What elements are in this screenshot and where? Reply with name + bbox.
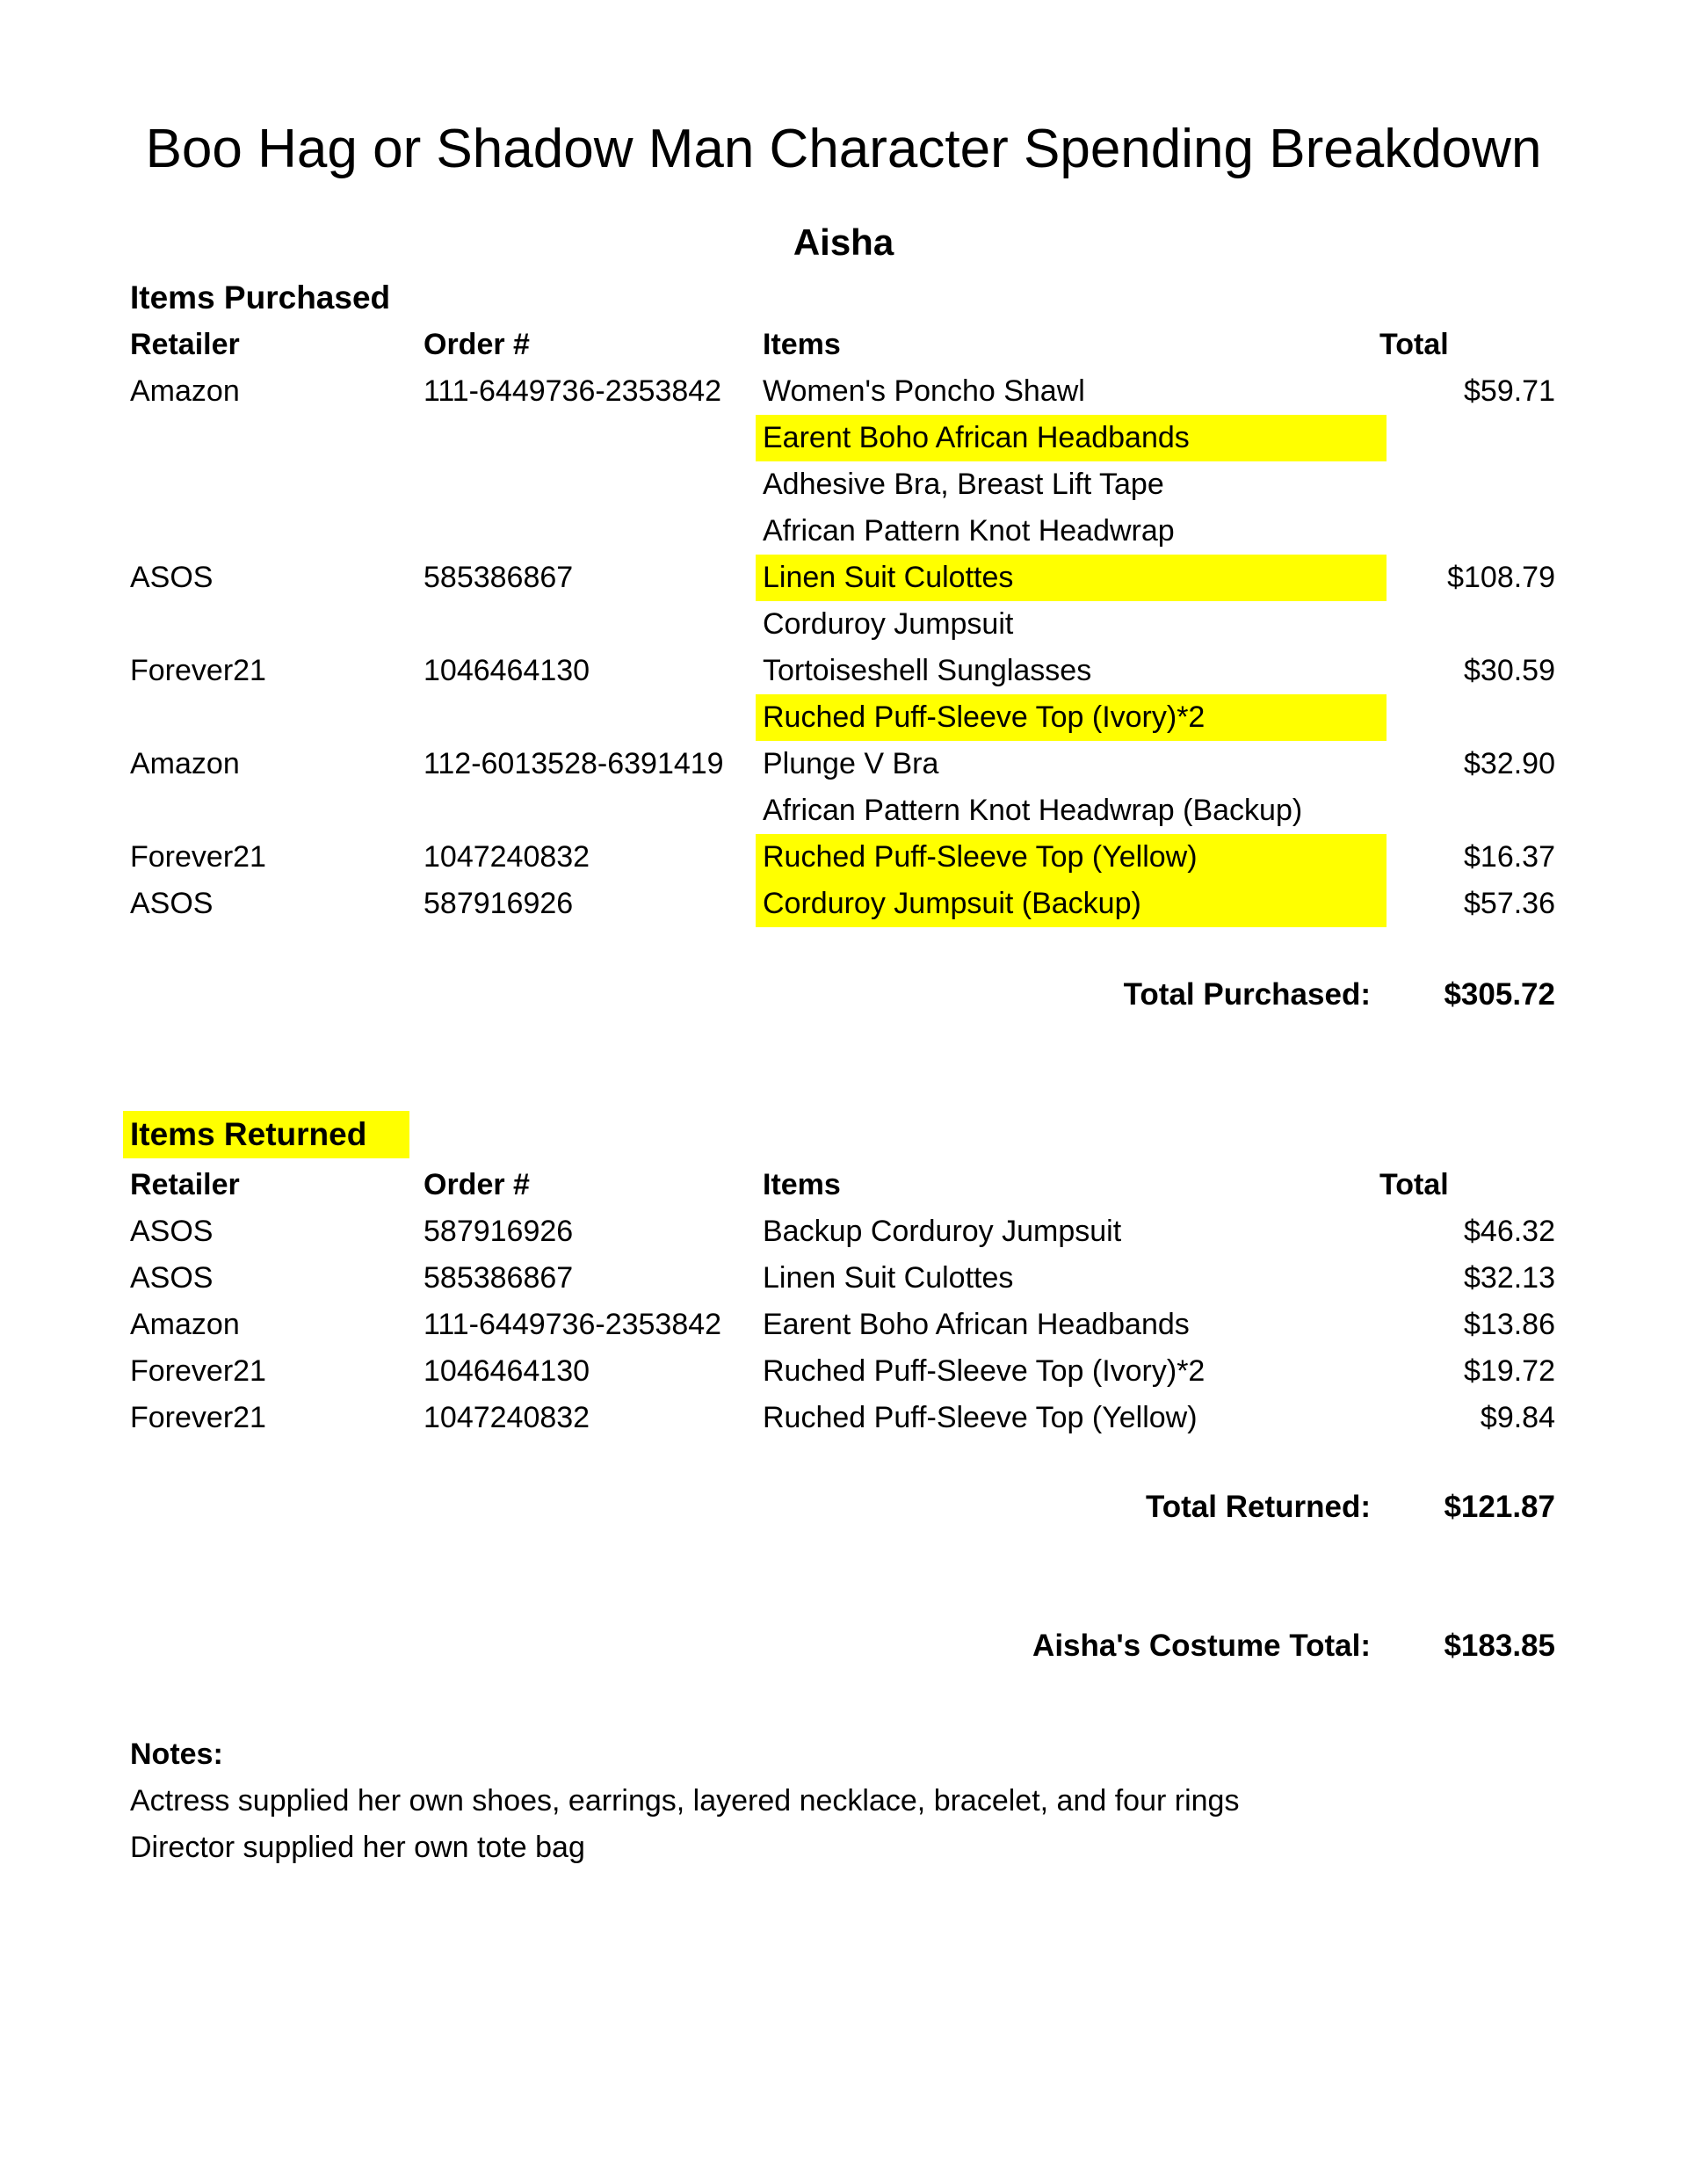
retailer-cell: Forever21 [130,840,266,874]
table-row [0,601,1687,648]
retailer-cell: ASOS [130,1261,214,1295]
retailer-cell: ASOS [130,561,214,594]
order-number-cell: 1046464130 [424,1354,590,1388]
order-number-cell: 1046464130 [424,654,590,687]
order-number-cell: 585386867 [424,561,574,594]
column-header-retailer: Retailer [130,1168,240,1201]
items-returned-heading: Items Returned [123,1111,409,1158]
table-row [0,694,1687,741]
column-header-retailer: Retailer [130,328,240,361]
table-row [0,1208,1687,1255]
costume-total-row [0,1622,1687,1670]
order-number-cell: 587916926 [424,1215,574,1248]
item-cell: Ruched Puff-Sleeve Top (Yellow) [756,834,1387,881]
item-cell: Ruched Puff-Sleeve Top (Yellow) [763,1401,1198,1434]
item-cell: Plunge V Bra [763,747,939,780]
column-header-total: Total [1379,328,1449,361]
total-cell: $13.86 [1464,1308,1555,1341]
total-cell: $59.71 [1464,374,1555,408]
item-cell: Earent Boho African Headbands [756,415,1387,461]
table-row [0,1348,1687,1395]
retailer-cell: Amazon [130,747,240,780]
order-number-cell: 111-6449736-2353842 [424,374,722,408]
column-header-total: Total [1379,1168,1449,1201]
total-purchased-label: Total Purchased: [1123,977,1371,1012]
total-cell: $46.32 [1464,1215,1555,1248]
item-cell: Earent Boho African Headbands [763,1308,1190,1341]
total-cell: $57.36 [1464,887,1555,920]
order-number-cell: 585386867 [424,1261,574,1295]
total-cell: $19.72 [1464,1354,1555,1388]
table-row [0,1395,1687,1441]
total-purchased-row [0,971,1687,1019]
table-row [0,741,1687,787]
notes-section [130,1731,1239,1871]
total-returned-value: $121.87 [1444,1490,1555,1524]
item-cell: African Pattern Knot Headwrap (Backup) [763,794,1303,827]
order-number-cell: 1047240832 [424,1401,590,1434]
table-row [0,834,1687,881]
item-cell: Linen Suit Culottes [763,1261,1014,1295]
item-cell: Backup Corduroy Jumpsuit [763,1215,1122,1248]
total-cell: $32.90 [1464,747,1555,780]
total-cell: $9.84 [1480,1401,1555,1434]
total-cell [1379,787,1555,834]
total-returned-row [0,1484,1687,1531]
total-returned-label: Total Returned: [1145,1490,1371,1524]
notes-line: Director supplied her own tote bag [130,1831,585,1864]
total-cell [1379,415,1555,461]
item-cell: Tortoiseshell Sunglasses [763,654,1092,687]
retailer-cell: Amazon [130,1308,240,1341]
retailer-cell: Amazon [130,374,240,408]
table-row [0,415,1687,461]
total-purchased-value: $305.72 [1444,977,1555,1012]
column-header-items: Items [763,328,841,361]
order-number-cell: 112-6013528-6391419 [424,747,724,780]
total-cell: $32.13 [1464,1261,1555,1295]
total-cell: $108.79 [1447,561,1555,594]
item-cell: Ruched Puff-Sleeve Top (Ivory)*2 [756,694,1387,741]
retailer-cell: Forever21 [130,654,266,687]
order-number-cell: 1047240832 [424,840,590,874]
table-header-row [0,1162,1687,1208]
costume-total-value: $183.85 [1444,1629,1555,1663]
table-row [0,881,1687,927]
person-name: Aisha [793,221,894,263]
table-row [0,461,1687,508]
costume-total-label: Aisha's Costume Total: [1032,1629,1371,1663]
order-number-cell: 111-6449736-2353842 [424,1308,722,1341]
notes-heading: Notes: [130,1738,223,1771]
total-cell [1379,694,1555,741]
item-cell: Linen Suit Culottes [756,555,1387,601]
table-row [0,648,1687,694]
retailer-cell: ASOS [130,887,214,920]
total-cell: $30.59 [1464,654,1555,687]
table-row [0,555,1687,601]
table-header-row [0,322,1687,368]
total-cell: $16.37 [1464,840,1555,874]
total-cell [1379,508,1555,555]
item-cell: Women's Poncho Shawl [763,374,1085,408]
table-row [0,1255,1687,1302]
order-number-cell: 587916926 [424,887,574,920]
table-row [0,787,1687,834]
items-purchased-heading: Items Purchased [130,279,391,316]
column-header-order: Order # [424,328,530,361]
page-title: Boo Hag or Shadow Man Character Spending Breakdown [145,119,1542,179]
retailer-cell: ASOS [130,1215,214,1248]
column-header-items: Items [763,1168,841,1201]
item-cell: African Pattern Knot Headwrap [763,514,1175,548]
total-cell [1379,601,1555,648]
total-cell [1379,461,1555,508]
notes-line: Actress supplied her own shoes, earrings, layered necklace, bracelet, and four rings [130,1784,1240,1818]
retailer-cell: Forever21 [130,1401,266,1434]
retailer-cell: Forever21 [130,1354,266,1388]
table-row [0,508,1687,555]
table-row [0,1302,1687,1348]
item-cell: Corduroy Jumpsuit (Backup) [756,881,1387,927]
item-cell: Corduroy Jumpsuit [763,607,1014,641]
table-row [0,368,1687,415]
item-cell: Ruched Puff-Sleeve Top (Ivory)*2 [763,1354,1206,1388]
column-header-order: Order # [424,1168,530,1201]
item-cell: Adhesive Bra, Breast Lift Tape [763,468,1164,501]
